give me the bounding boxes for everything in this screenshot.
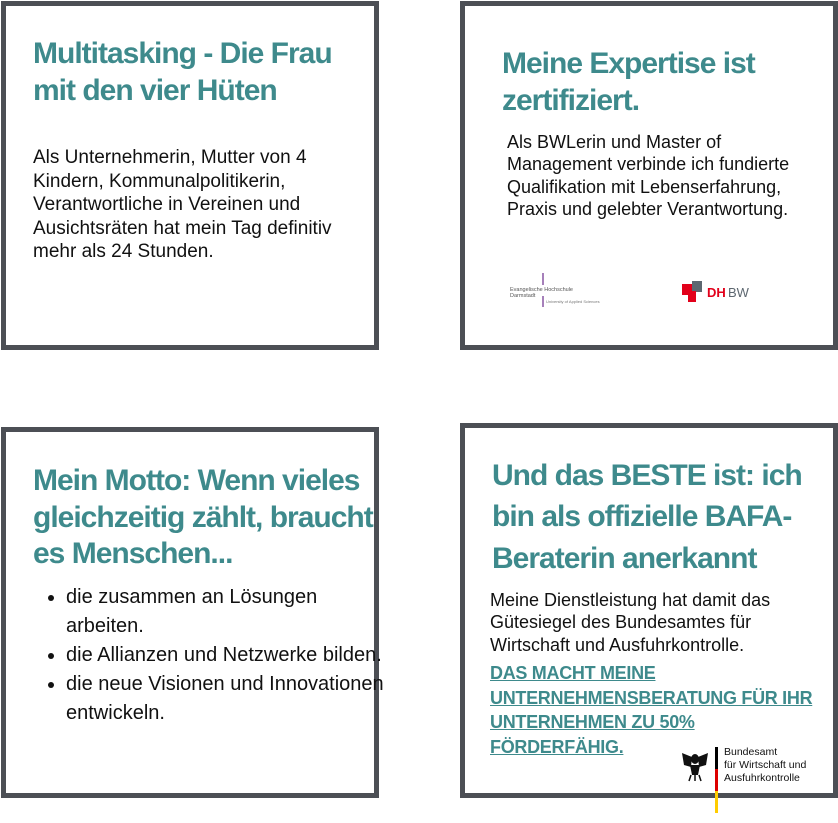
card-text: Meine Dienstleistung hat damit das Gütesiegel des Bundesamtes für Wirtschaft und Ausfuhrkontrolle.	[490, 590, 771, 655]
card-expertise	[460, 1, 838, 350]
card-motto	[1, 427, 384, 798]
bafa-line1: Bundesamt	[724, 746, 778, 758]
card-bafa	[460, 423, 838, 798]
eagle-icon	[682, 753, 708, 781]
ehd-line1: Evangelische Hochschule	[510, 287, 573, 293]
list-item: • die Allianzen und Netzwerke bilden.	[66, 641, 386, 670]
list-item: • die neue Visionen und Innovationen entwickeln.	[66, 670, 386, 728]
dhbw-dh: DH	[707, 285, 726, 300]
dhbw-bw: BW	[728, 285, 749, 300]
card-title: Meine Expertise ist zertifiziert.	[502, 47, 755, 117]
dhbw-logo	[680, 278, 760, 306]
bafa-logo	[678, 743, 838, 823]
card-title: Und das BESTE ist: ich bin als offizielle BAFA-Beraterin anerkannt	[492, 459, 802, 575]
bafa-line2: für Wirtschaft und	[724, 759, 807, 771]
evangelische-hochschule-logo	[510, 271, 620, 311]
bafa-line3: Ausfuhrkontrolle	[724, 772, 800, 784]
card-title: Mein Motto: Wenn vieles gleichzeitig zählt, braucht es Menschen...	[33, 464, 373, 571]
list-item: • die zusammen an Lösungen arbeiten.	[66, 583, 386, 641]
foerderfaehig-link[interactable]: DAS MACHT MEINE UNTERNEHMENSBERATUNG FÜR IHR UNTERNEHMEN ZU 50% FÖRDERFÄHIG.	[490, 663, 813, 757]
bullet-list	[34, 583, 386, 728]
card-multitasking	[1, 1, 379, 350]
card-text: Als Unternehmerin, Mutter von 4 Kindern, Kommunalpolitikerin, Verantwortliche in Vereinen und Ausichtsräten hat mein Tag definitiv mehr als 24 Stunden.	[33, 147, 332, 263]
ehd-line2: Darmstadt	[510, 293, 536, 299]
ehd-line3: University of Applied Sciences	[546, 299, 600, 304]
card-text: Als BWLerin und Master of Management verbinde ich fundierte Qualifikation mit Lebenserfahrung, Praxis und gelebter Verantwortung.	[507, 132, 790, 219]
card-title: Multitasking - Die Frau mit den vier Hüten	[33, 37, 332, 107]
